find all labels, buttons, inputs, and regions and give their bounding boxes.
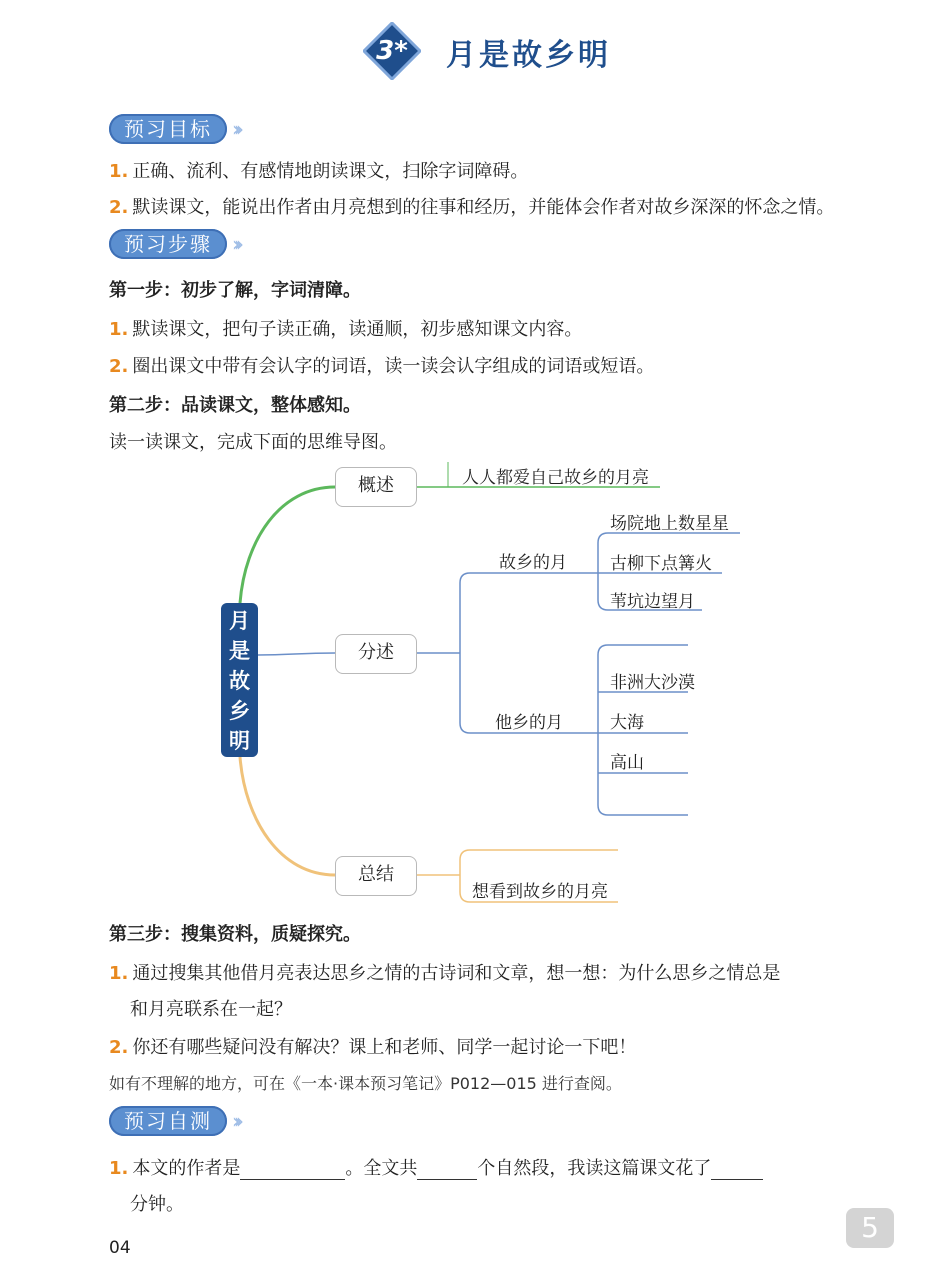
- mindmap-overview-content: 人人都爱自己故乡的月亮: [462, 468, 649, 488]
- mindmap-summary-content: 想看到故乡的月亮: [472, 882, 608, 902]
- page-number: 04: [109, 1238, 131, 1258]
- mindmap-foreign-moon-item: 大海: [610, 713, 644, 733]
- section-selftest-label: 预习自测: [109, 1106, 227, 1136]
- mindmap-overview-node: 概述: [335, 467, 417, 507]
- selftest-item-continued: 分钟。: [130, 1194, 184, 1215]
- minutes-blank[interactable]: [711, 1161, 763, 1180]
- step1-item: 1. 默读课文，把句子读正确，读通顺，初步感知课文内容。: [109, 319, 583, 340]
- page-count-badge[interactable]: 5: [846, 1208, 894, 1248]
- step2-intro: 读一读课文，完成下面的思维导图。: [109, 432, 397, 453]
- page-title: 月是故乡明: [446, 38, 611, 73]
- mindmap-home-moon-item: 古柳下点篝火: [610, 554, 712, 574]
- mindmap-home-moon-label: 故乡的月: [499, 553, 567, 573]
- mindmap-center: 月 是 故 乡 明: [221, 603, 258, 757]
- chevron-right-icon: ›››: [232, 232, 238, 256]
- paragraph-count-blank[interactable]: [417, 1161, 477, 1180]
- step3-title: 第三步：搜集资料，质疑探究。: [109, 924, 361, 945]
- step3-item: 1. 通过搜集其他借月亮表达思乡之情的古诗词和文章，想一想：为什么思乡之情总是: [109, 963, 781, 984]
- mindmap-foreign-moon-item: 高山: [610, 753, 644, 773]
- step3-item: 2. 你还有哪些疑问没有解决？课上和老师、同学一起讨论一下吧！: [109, 1037, 637, 1058]
- mindmap-summary-node: 总结: [335, 856, 417, 896]
- step1-title: 第一步：初步了解，字词清障。: [109, 280, 361, 301]
- mindmap-home-moon-item: 苇坑边望月: [610, 592, 695, 612]
- step1-item: 2. 圈出课文中带有会认字的词语，读一读会认字组成的词语或短语。: [109, 356, 655, 377]
- goal-item: 1. 正确、流利、有感情地朗读课文，扫除字词障碍。: [109, 161, 529, 182]
- goal-item: 2. 默读课文，能说出作者由月亮想到的往事和经历，并能体会作者对故乡深深的怀念之情。: [109, 197, 835, 218]
- section-steps-label: 预习步骤: [109, 229, 227, 259]
- section-goals-label: 预习目标: [109, 114, 227, 144]
- selftest-item: 1. 本文的作者是 。全文共 个自然段，我读这篇课文花了: [109, 1154, 763, 1180]
- mindmap-foreign-moon-label: 他乡的月: [495, 713, 563, 733]
- chevron-right-icon: ›››: [232, 1109, 238, 1133]
- lesson-number: 3*: [376, 36, 408, 66]
- chevron-right-icon: ›››: [232, 117, 238, 141]
- step2-title: 第二步：品读课文，整体感知。: [109, 395, 361, 416]
- mindmap-details-node: 分述: [335, 634, 417, 674]
- mindmap-home-moon-item: 场院地上数星星: [610, 514, 729, 534]
- reference-note: 如有不理解的地方，可在《一本·课本预习笔记》P012—015 进行查阅。: [109, 1074, 622, 1093]
- author-blank[interactable]: [240, 1161, 345, 1180]
- mindmap-foreign-moon-item: 非洲大沙漠: [610, 673, 695, 693]
- step3-item-continued: 和月亮联系在一起？: [130, 999, 292, 1020]
